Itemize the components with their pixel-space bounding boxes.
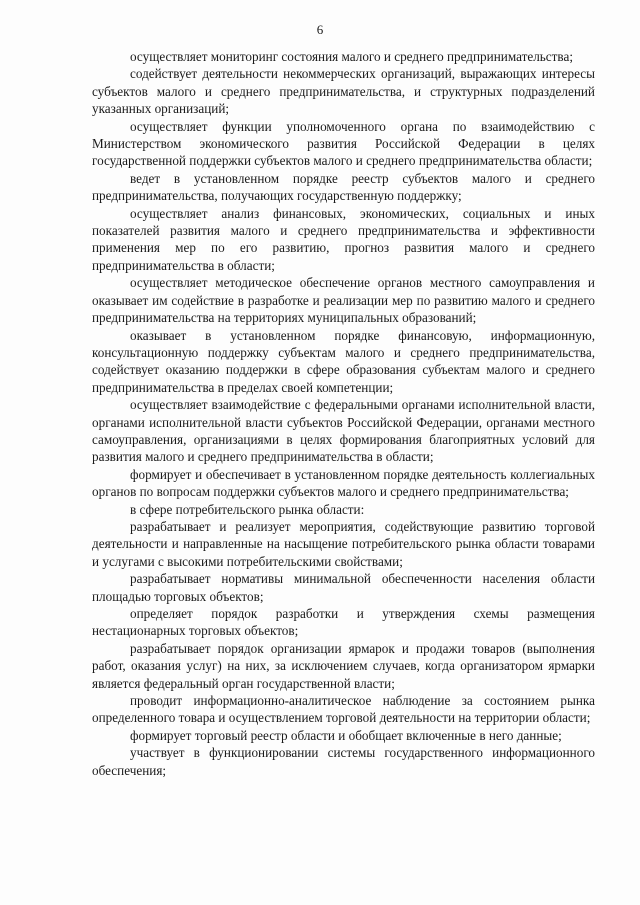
paragraph: осуществляет методическое обеспечение органов местного самоуправления и оказывает им содействие в разработке и реализации мер по развитию малого и среднего предпринимательства на территориях муниципальных образований; bbox=[92, 275, 595, 326]
paragraph: разрабатывает и реализует мероприятия, содействующие развитию торговой деятельности и направленные на насыщение потребительского рынка области товарами и услугами с высокими потребительскими свойствами; bbox=[92, 518, 595, 569]
paragraph: участвует в функционировании системы государственного информационного обеспечения; bbox=[92, 745, 595, 778]
paragraph: осуществляет взаимодействие с федеральными органами исполнительной власти, органами исполнительной власти субъектов Российской Федерации, органами местного самоуправления, организациями в целях формирования благоприятных условий для развития малого и среднего предпринимательства в области; bbox=[92, 397, 595, 465]
paragraph: формирует и обеспечивает в установленном порядке деятельность коллегиальных органов по вопросам поддержки субъектов малого и среднего предпринимательства; bbox=[92, 466, 595, 500]
paragraph: осуществляет мониторинг состояния малого и среднего предпринимательства; bbox=[130, 49, 573, 64]
paragraph: проводит информационно-аналитическое наблюдение за состоянием рынка определенного товара и осуществлением торговой деятельности на территории области; bbox=[92, 693, 595, 726]
paragraph: разрабатывает нормативы минимальной обеспеченности населения области площадью торговых объектов; bbox=[92, 571, 595, 604]
paragraph: определяет порядок разработки и утверждения схемы размещения нестационарных торговых объектов; bbox=[92, 606, 595, 639]
paragraph: формирует торговый реестр области и обобщает включенные в него данные; bbox=[130, 727, 562, 743]
paragraph: содействует деятельности некоммерческих организаций, выражающих интересы субъектов малого и среднего предпринимательства, и структурных подразделений указанных организаций; bbox=[92, 66, 595, 117]
paragraph: ведет в установленном порядке реестр субъектов малого и среднего предпринимательства, получающих государственную поддержку; bbox=[92, 170, 595, 204]
page-number: 6 bbox=[316, 22, 324, 37]
paragraph: разрабатывает порядок организации ярмарок и продажи товаров (выполнения работ, оказания услуг) на них, за исключением случаев, когда организатором ярмарки является федеральный орган государственной власти; bbox=[92, 640, 595, 691]
paragraph: осуществляет функции уполномоченного органа по взаимодействию с Министерством экономического развития Российской Федерации в целях государственной поддержки субъектов малого и среднего предпринимательства области; bbox=[92, 118, 595, 169]
paragraph: оказывает в установленном порядке финансовую, информационную, консультационную поддержку субъектам малого и среднего предпринимательства, содействует оказанию поддержки в сфере образования субъектам малого и среднего предпринимательства в пределах своей компетенции; bbox=[92, 327, 595, 395]
document-body bbox=[92, 48, 595, 779]
paragraph: осуществляет анализ финансовых, экономических, социальных и иных показателей развития малого и среднего предпринимательства и эффективности применения мер по его развитию, прогноз развития малого и среднего предпринимательства в области; bbox=[92, 205, 595, 273]
section-heading: в сфере потребительского рынка области: bbox=[130, 501, 365, 517]
